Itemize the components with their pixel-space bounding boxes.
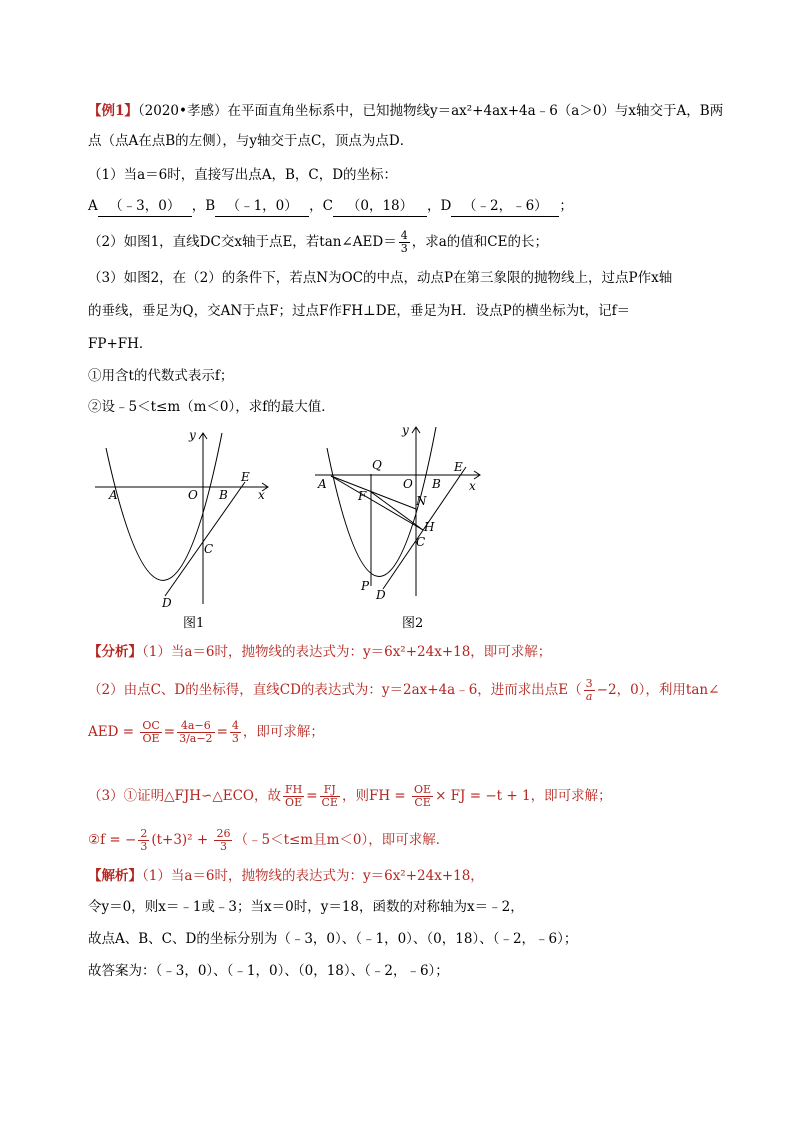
analysis-text-2a: （2）由点C、D的坐标得，直线CD的表达式为：y＝2ax+4a﹣6，进而求出点E（	[88, 682, 582, 698]
question-1: （1）当a＝6时，直接写出点A，B，C，D的坐标：	[88, 167, 398, 183]
analysis-text-3a: （3）①证明△FJH∽△ECO，故	[88, 788, 281, 804]
answer-label-c: ，C	[309, 198, 334, 214]
q2-text-a: （2）如图1，直线DC交x轴于点E，若tan∠AED＝	[88, 234, 397, 250]
sub-question-1: ①用含t的代数式表示f；	[88, 368, 234, 384]
analysis-frac-3: 3	[231, 732, 239, 745]
fig1-label-y: y	[189, 428, 196, 442]
answer-c: （0，18）	[333, 196, 427, 217]
fig2-label-x: x	[469, 479, 476, 493]
fig2-label-p: P	[361, 579, 370, 593]
fig1-label-a: A	[109, 488, 118, 502]
q2-frac-den: 3	[400, 242, 408, 255]
answer-d: （﹣2，﹣6）	[451, 196, 559, 217]
problem-source: （2020•孝感）	[137, 103, 228, 119]
analysis-text-4c: （﹣5＜t≤m且m＜0），即可求解．	[234, 832, 450, 848]
analysis-frac-oc-oe	[140, 720, 161, 745]
fig2-label-h: H	[424, 520, 435, 534]
problem-line-2: 点（点A在点B的左侧），与y轴交于点C，顶点为点D．	[88, 133, 414, 149]
analysis-frac-ce-2: CE	[414, 796, 431, 809]
analysis-frac-3c: 3	[219, 840, 227, 853]
analysis-text-4b: (t+3)² +	[151, 832, 209, 848]
analysis-text-3b: ，则FH =	[341, 788, 406, 804]
answer-a: （﹣3，0）	[98, 196, 192, 217]
answer-b: （﹣1，0）	[215, 196, 309, 217]
analysis-frac-3a-den: a	[585, 690, 593, 703]
fig1-label-o: O	[188, 488, 198, 502]
analysis-frac-fh-oe	[283, 784, 304, 809]
analysis-line-1	[88, 642, 551, 662]
question-3-line-2: 的垂线，垂足为Q，交AN于点F；过点F作FH⊥DE，垂足为H．设点P的横坐标为t，记f＝	[88, 303, 631, 319]
solution-tag: 【解析】	[88, 868, 142, 884]
q2-fraction	[399, 230, 410, 255]
fig1-label-c: C	[204, 542, 214, 556]
fig1-parabola	[106, 433, 222, 580]
analysis-text-1: （1）当a＝6时，抛物线的表达式为：y＝6x²+24x+18，即可求解；	[142, 644, 552, 660]
analysis-frac-fh: FH	[284, 783, 303, 796]
analysis-frac-3b: 3	[140, 840, 148, 853]
fig2-caption: 图2	[402, 616, 424, 631]
figure-2	[310, 418, 490, 633]
answer-label-d: ，D	[427, 198, 452, 214]
answer-label-b: ，B	[191, 198, 216, 214]
question-3-line-3: FP+FH．	[88, 336, 153, 352]
analysis-frac-3a-num: 3	[585, 677, 593, 690]
analysis-frac-2-3	[138, 828, 149, 853]
solution-line-3: 故点A、B、C、D的坐标分别为（﹣3，0）、（﹣1，0）、（0，18）、（﹣2，﹣6）；	[88, 931, 578, 947]
solution-line-4: 故答案为：（﹣3，0）、（﹣1，0）、（0，18）、（﹣2，﹣6）；	[88, 963, 449, 979]
fig2-label-f: F	[358, 489, 367, 503]
analysis-frac-oe: OE	[142, 732, 160, 745]
analysis-eq-2: =	[216, 724, 228, 740]
analysis-frac-3a	[584, 678, 595, 703]
q2-frac-num: 4	[400, 229, 408, 242]
answer-label-a: A	[88, 198, 98, 214]
question-2	[88, 230, 548, 255]
analysis-text-2d: ，即可求解；	[242, 724, 324, 740]
example-tag: 【例1】	[88, 103, 138, 119]
fig2-label-c: C	[416, 535, 426, 549]
analysis-frac-oe-ce	[412, 784, 433, 809]
fig2-label-a: A	[318, 477, 327, 491]
analysis-frac-fj: FJ	[320, 784, 340, 797]
analysis-frac-4a-num: 4a−6	[177, 720, 214, 733]
analysis-line-2	[88, 678, 719, 703]
fig1-label-e: E	[241, 470, 250, 484]
fig2-label-b: B	[432, 477, 441, 491]
analysis-frac-ce: CE	[321, 796, 338, 809]
fig2-label-d: D	[376, 588, 386, 602]
analysis-line-5	[88, 828, 449, 853]
analysis-line-3	[88, 720, 324, 745]
q2-text-b: ，求a的值和CE的长；	[411, 234, 548, 250]
answer-end: ；	[559, 198, 573, 214]
problem-text-1: 在平面直角坐标系中，已知抛物线y＝ax²+4ax+4a﹣6（a＞0）与x轴交于A，B两	[227, 103, 724, 119]
solution-line-2: 令y＝0，则x＝﹣1或﹣3；当x＝0时，y＝18，函数的对称轴为x＝﹣2，	[88, 899, 524, 915]
analysis-frac-fj-ce	[320, 784, 340, 809]
sub-question-2: ②设﹣5＜t≤m（m＜0），求f的最大值．	[88, 399, 335, 415]
fig2-label-q: Q	[372, 458, 382, 472]
analysis-text-4a: ②f = −	[88, 832, 137, 848]
analysis-text-2b: −2，0），利用tan∠	[596, 682, 720, 698]
analysis-text-3c: × FJ = −t + 1，即可求解；	[435, 788, 612, 804]
solution-line-1	[88, 866, 484, 886]
analysis-text-aed: AED =	[88, 724, 135, 740]
analysis-frac-oe-3: OE	[414, 783, 432, 796]
analysis-frac-4a	[177, 720, 214, 745]
analysis-frac-4: 4	[231, 719, 239, 732]
analysis-frac-oc: OC	[142, 719, 160, 732]
analysis-tag: 【分析】	[88, 644, 142, 660]
analysis-eq-1: =	[163, 724, 176, 740]
fig1-label-d: D	[162, 596, 172, 610]
analysis-frac-4a-den: 3/a−2	[179, 732, 213, 745]
fig2-label-o: O	[403, 477, 413, 491]
answer-line	[88, 196, 573, 217]
fig1-caption: 图1	[183, 616, 205, 631]
question-3-line-1: （3）如图2，在（2）的条件下，若点N为OC的中点，动点P在第三象限的抛物线上，过点P作x轴	[88, 270, 673, 286]
fig2-label-e: E	[454, 460, 463, 474]
analysis-frac-4-3	[230, 720, 241, 745]
fig2-label-n: N	[416, 494, 427, 508]
analysis-frac-oe-2: OE	[285, 796, 303, 809]
problem-line-1	[88, 101, 723, 121]
analysis-frac-26-3	[214, 828, 232, 853]
analysis-frac-26: 26	[216, 827, 231, 840]
fig1-label-b: B	[219, 488, 228, 502]
fig1-label-x: x	[258, 488, 265, 502]
figure-1	[90, 418, 290, 633]
solution-text-1: （1）当a＝6时，抛物线的表达式为：y＝6x²+24x+18，	[142, 868, 484, 884]
fig2-label-y: y	[402, 423, 409, 437]
analysis-line-4: （3）①证明△FJH∽△ECO，故 $\frac{FH}{OE}$ = $\frac{FJ}{CE}$ ，则FH = $\frac{OE}{CE}$ × FJ = −t + 1，即可求解；	[88, 783, 612, 809]
analysis-frac-2: 2	[140, 827, 148, 840]
fig1-line-de	[165, 482, 245, 596]
